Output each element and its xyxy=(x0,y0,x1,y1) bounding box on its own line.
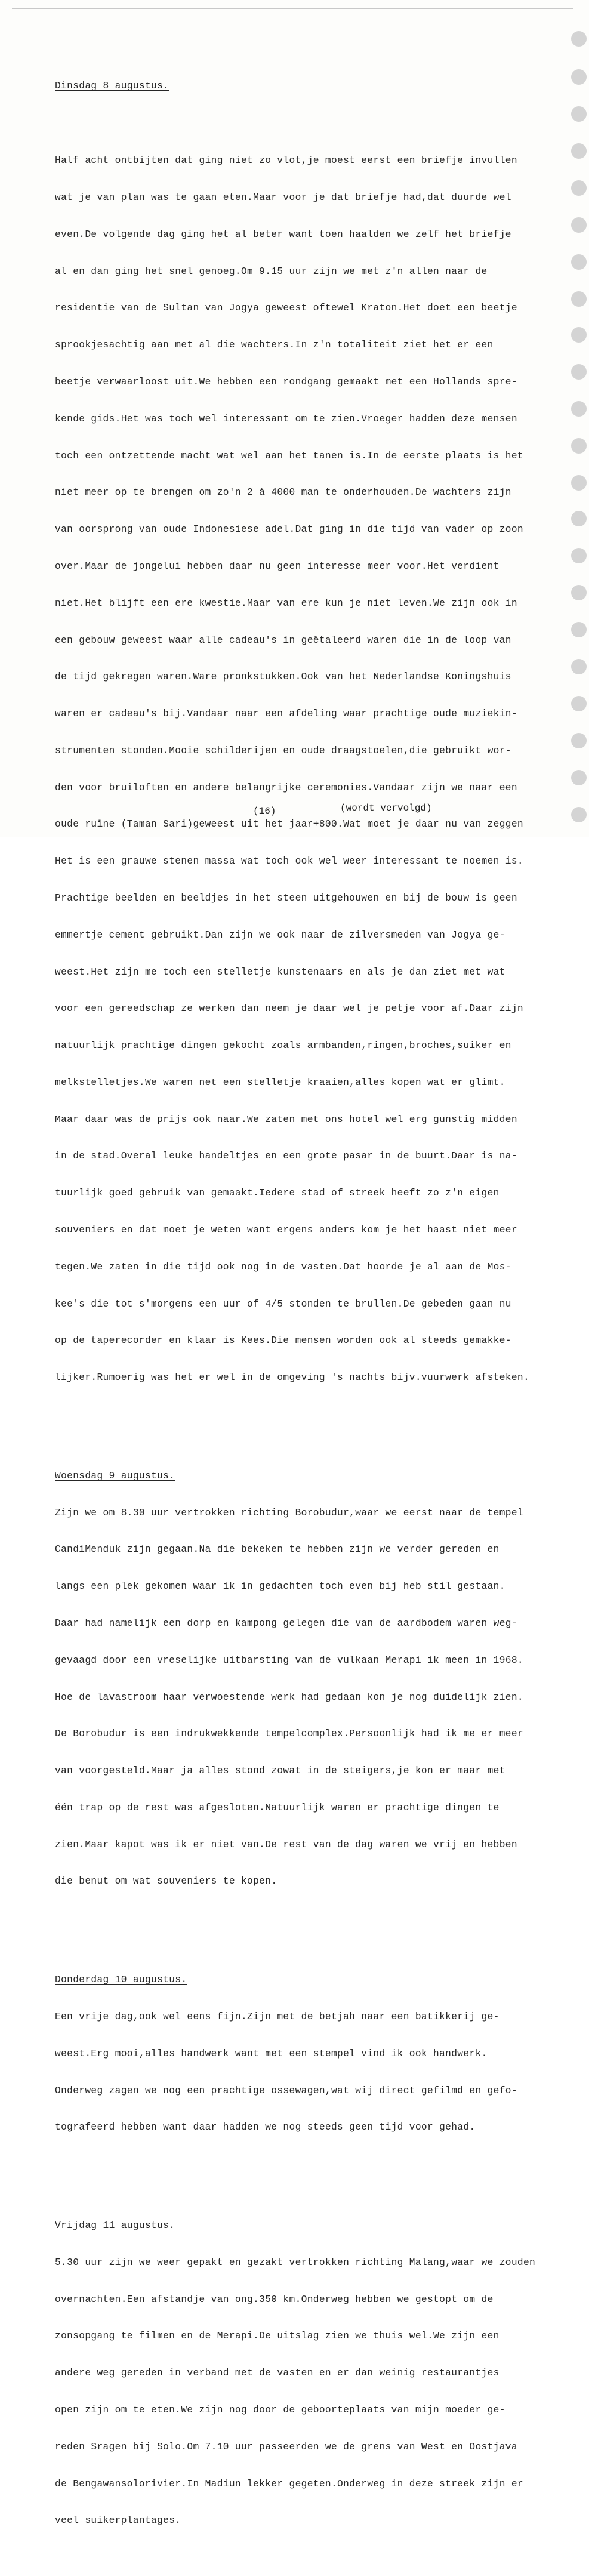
text-line: 5.30 uur zijn we weer gepakt en gezakt vertrokken richting Malang,waar we zouden xyxy=(55,2257,536,2268)
text-line: overnachten.Een afstandje van ong.350 km.Onderweg hebben we gestopt om de xyxy=(55,2294,494,2305)
page-number: (16) xyxy=(253,806,276,816)
text-line: niet meer op te brengen om zo'n 2 à 4000 man te onderhouden.De wachters zijn xyxy=(55,487,511,498)
text-line: oude ruïne (Taman Sari)geweest uit het jaar+800.Wat moet je daar nu van zeggen xyxy=(55,819,523,830)
text-line: Onderweg zagen we nog een prachtige ossewagen,wat wij direct gefilmd en gefo- xyxy=(55,2085,517,2096)
text-line: weest.Erg mooi,alles handwerk want met een stempel vind ik ook handwerk. xyxy=(55,2048,488,2059)
text-line: andere weg gereden in verband met de vasten en er dan weinig restaurantjes xyxy=(55,2368,499,2379)
text-line: even.De volgende dag ging het al beter want toen haalden we zelf het briefje xyxy=(55,229,511,240)
section-heading: Vrijdag 11 augustus. xyxy=(55,2220,175,2232)
text-line: CandiMenduk zijn gegaan.Na die bekeken te hebben zijn we verder gereden en xyxy=(55,1544,499,1555)
text-line: open zijn om te eten.We zijn nog door de geboorteplaats van mijn moeder ge- xyxy=(55,2405,505,2415)
text-line: weest.Het zijn me toch een stelletje kunstenaars en als je dan ziet met wat xyxy=(55,966,505,978)
text-line: al en dan ging het snel genoeg.Om 9.15 uur zijn we met z'n allen naar de xyxy=(55,266,488,277)
text-line: op de taperecorder en klaar is Kees.Die mensen worden ook al steeds gemakke- xyxy=(55,1335,511,1346)
text-line: tegen.We zaten in die tijd ook nog in de vasten.Dat hoorde je al aan de Mos- xyxy=(55,1261,511,1272)
binder-hole xyxy=(571,31,587,47)
page-footer xyxy=(0,803,589,820)
text-line: beetje verwaarloost uit.We hebben een rondgang gemaakt met een Hollands spre- xyxy=(55,377,517,388)
section-vrijdag xyxy=(55,2195,568,2552)
text-line: Hoe de lavastroom haar verwoestende werk had gedaan kon je nog duidelijk zien. xyxy=(55,1691,523,1703)
text-line: van oorsprong van oude Indonesiese adel.Dat ging in die tijd van vader op zoon xyxy=(55,524,523,535)
text-line: kende gids.Het was toch wel interessant om te zien.Vroeger hadden deze mensen xyxy=(55,413,517,424)
text-line: over.Maar de jongelui hebben daar nu geen interesse meer voor.Het verdient xyxy=(55,560,499,572)
text-line: in de stad.Overal leuke handeltjes en een grote pasar in de buurt.Daar is na- xyxy=(55,1151,517,1162)
text-line: lijker.Rumoerig was het er wel in de omgeving 's nachts bijv.vuurwerk afsteken. xyxy=(55,1372,530,1383)
section-heading: Donderdag 10 augustus. xyxy=(55,1974,187,1986)
binder-hole xyxy=(571,511,587,526)
text-line: strumenten stonden.Mooie schilderijen en oude draagstoelen,die gebruikt wor- xyxy=(55,745,511,756)
text-line: de tijd gekregen waren.Ware pronkstukken.Ook van het Nederlandse Koningshuis xyxy=(55,671,511,683)
section-dinsdag xyxy=(55,56,568,1409)
text-line: Maar daar was de prijs ook naar.We zaten met ons hotel wel erg gunstig midden xyxy=(55,1114,517,1125)
binder-hole xyxy=(571,475,587,491)
section-heading: Woensdag 9 augustus. xyxy=(55,1470,175,1481)
binder-hole xyxy=(571,327,587,343)
binder-hole xyxy=(571,733,587,748)
binder-hole xyxy=(571,254,587,270)
binder-hole xyxy=(571,143,587,159)
binder-hole xyxy=(571,291,587,307)
text-line: emmertje cement gebruikt.Dan zijn we ook naar de zilversmeden van Jogya ge- xyxy=(55,929,505,941)
binder-hole xyxy=(571,180,587,196)
text-line: Prachtige beelden en beeldjes in het steen uitgehouwen en bij de bouw is geen xyxy=(55,892,517,904)
text-line: een gebouw geweest waar alle cadeau's in geëtaleerd waren die in de loop van xyxy=(55,634,511,646)
text-line: één trap op de rest was afgesloten.Natuurlijk waren er prachtige dingen te xyxy=(55,1802,499,1813)
text-line: reden Sragen bij Solo.Om 7.10 uur passeerden we de grens van West en Oostjava xyxy=(55,2441,517,2452)
text-line: veel suikerplantages. xyxy=(55,2515,181,2526)
binder-hole xyxy=(571,69,587,85)
text-line: voor een gereedschap ze werken dan neem je daar wel je petje voor af.Daar zijn xyxy=(55,1003,523,1015)
text-line: natuurlijk prachtige dingen gekocht zoals armbanden,ringen,broches,suiker en xyxy=(55,1040,511,1052)
binder-hole xyxy=(571,622,587,637)
binder-hole xyxy=(571,585,587,600)
text-line: souveniers en dat moet je weten want ergens anders kom je het haast niet meer xyxy=(55,1225,517,1235)
section-woensdag xyxy=(55,1446,568,1913)
binder-holes xyxy=(571,0,589,837)
text-line: den voor bruiloften en andere belangrijke ceremonies.Vandaar zijn we naar een xyxy=(55,782,517,793)
heading-spacer xyxy=(55,117,568,130)
text-line: de Bengawansolorivier.In Madiun lekker gegeten.Onderweg in deze streek zijn er xyxy=(55,2478,523,2489)
section-donderdag xyxy=(55,1949,568,2158)
text-line: zien.Maar kapot was ik er niet van.De rest van de dag waren we vrij en hebben xyxy=(55,1839,517,1850)
text-line: Zijn we om 8.30 uur vertrokken richting Borobudur,waar we eerst naar de tempel xyxy=(55,1507,523,1518)
binder-hole xyxy=(571,548,587,563)
text-line: De Borobudur is een indrukwekkende tempelcomplex.Persoonlijk had ik me er meer xyxy=(55,1728,523,1740)
diary-text xyxy=(55,31,568,2576)
text-line: Half acht ontbijten dat ging niet zo vlot,je moest eerst een briefje invullen xyxy=(55,155,517,167)
binder-hole xyxy=(571,401,587,417)
text-line: tuurlijk goed gebruik van gemaakt.Iedere stad of streek heeft zo z'n eigen xyxy=(55,1188,499,1199)
text-line: tografeerd hebben want daar hadden we nog steeds geen tijd voor gehad. xyxy=(55,2122,476,2133)
text-line: toch een ontzettende macht wat wel aan het tanen is.In de eerste plaats is het xyxy=(55,450,523,461)
text-line: residentie van de Sultan van Jogya geweest oftewel Kraton.Het doet een beetje xyxy=(55,303,517,314)
text-line: gevaagd door een vreselijke uitbarsting van de vulkaan Merapi ik meen in 1968. xyxy=(55,1654,523,1666)
text-line: niet.Het blijft een ere kwestie.Maar van ere kun je niet leven.We zijn ook in xyxy=(55,597,517,609)
binder-hole xyxy=(571,696,587,711)
text-line: wat je van plan was te gaan eten.Maar voor je dat briefje had,dat duurde wel xyxy=(55,192,511,204)
text-line: sprookjesachtig aan met al die wachters.In z'n totaliteit ziet het er een xyxy=(55,340,494,351)
binder-hole xyxy=(571,770,587,785)
text-line: langs een plek gekomen waar ik in gedachten toch even bij heb stil gestaan. xyxy=(55,1581,505,1592)
text-line: waren er cadeau's bij.Vandaar naar een afdeling waar prachtige oude muziekin- xyxy=(55,708,517,720)
binder-hole xyxy=(571,438,587,454)
binder-hole xyxy=(571,217,587,233)
page-top-edge xyxy=(12,8,573,9)
text-line: Daar had namelijk een dorp en kampong gelegen die van de aardbodem waren weg- xyxy=(55,1618,517,1629)
text-line: die benut om wat souveniers te kopen. xyxy=(55,1876,277,1887)
text-line: Het is een grauwe stenen massa wat toch ook wel weer interessant te noemen is. xyxy=(55,856,523,867)
text-line: Een vrije dag,ook wel eens fijn.Zijn met de betjah naar een batikkerij ge- xyxy=(55,2011,499,2022)
binder-hole xyxy=(571,106,587,122)
text-line: van voorgesteld.Maar ja alles stond zowat in de steigers,je kon er maar met xyxy=(55,1765,505,1777)
text-line: kee's die tot s'morgens een uur of 4/5 stonden te brullen.De gebeden gaan nu xyxy=(55,1298,511,1309)
section-heading: Dinsdag 8 augustus. xyxy=(55,81,169,92)
binder-hole xyxy=(571,659,587,674)
binder-hole xyxy=(571,364,587,380)
continued-note: (wordt vervolgd) xyxy=(340,803,432,814)
text-line: melkstelletjes.We waren net een stelletje kraaien,alles kopen wat er glimt. xyxy=(55,1077,505,1088)
text-line: zonsopgang te filmen en de Merapi.De uitslag zien we thuis wel.We zijn een xyxy=(55,2331,499,2342)
